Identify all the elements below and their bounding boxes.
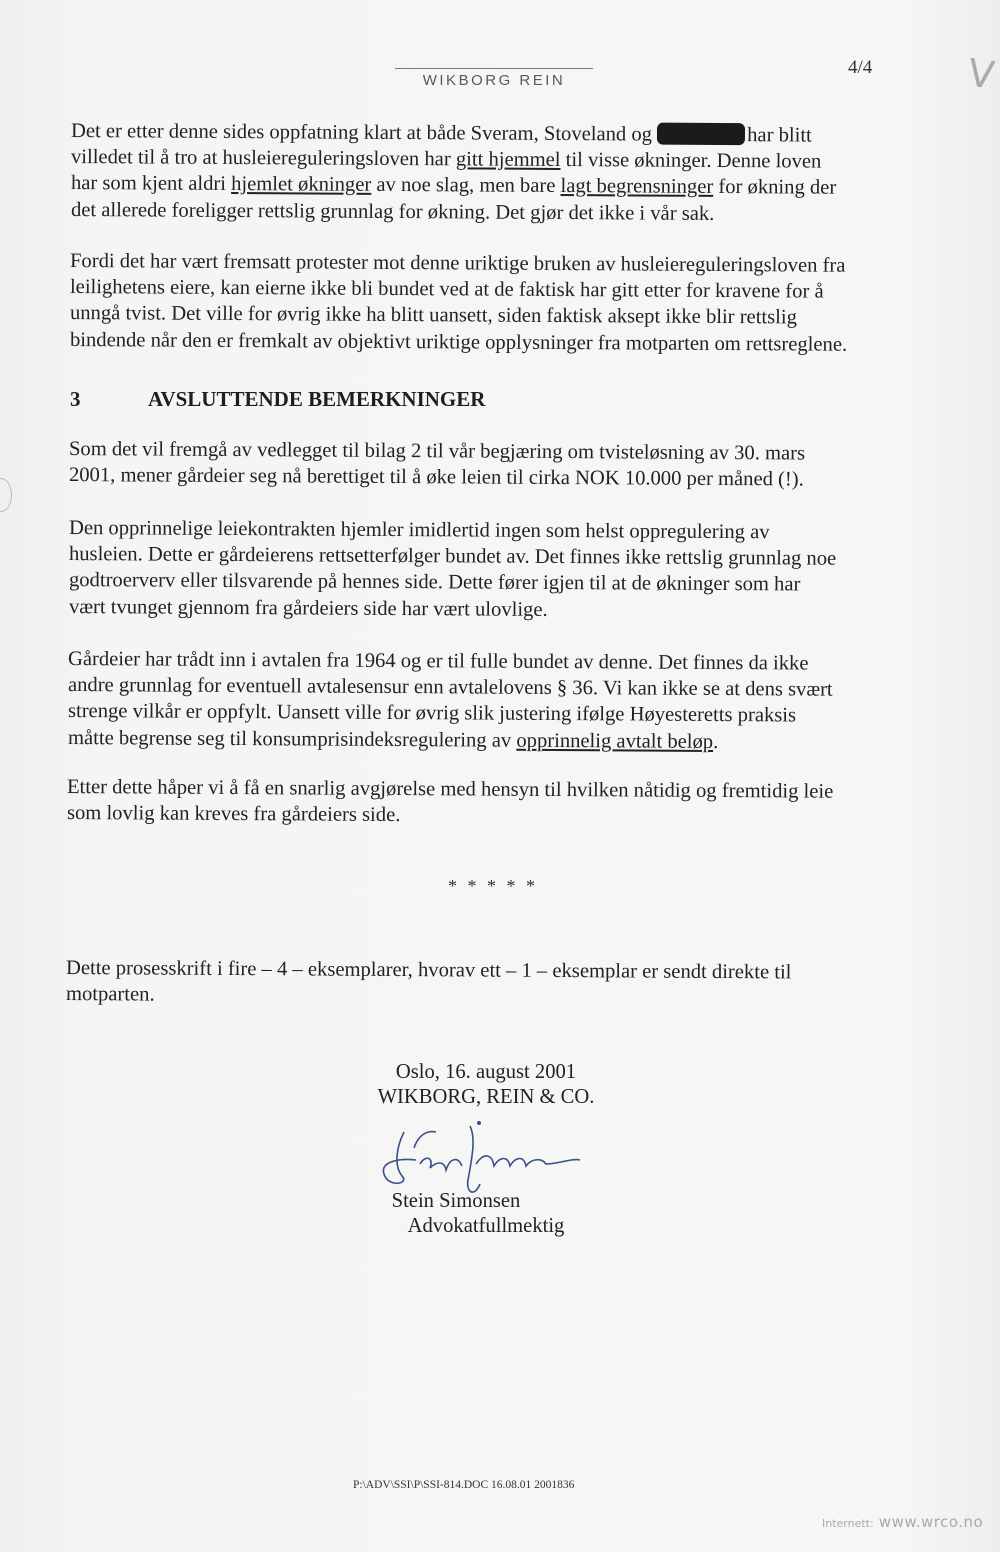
closing-firm: WIKBORG, REIN & CO.: [377, 1086, 595, 1108]
p7-line: Dette prosesskrift i fire – 4 – eksemplarer, hvorav ett – 1 – eksemplar er sendt direkte til: [65, 957, 792, 984]
p1-line3-text: har som kjent aldri: [70, 172, 227, 196]
p1-line3-end: for økning der: [718, 176, 837, 200]
p2-line: unngå tvist. Det ville for øvrig ikke ha blitt uansett, siden faktisk aksept ikke blir rettslig: [69, 302, 797, 329]
redaction-block: [657, 123, 745, 146]
p2-line: leilighetens eiere, kan eierne ikke bli bundet ved at de faktisk har gitt etter for kravene for å: [69, 276, 824, 303]
p7-line: motparten.: [65, 983, 155, 1006]
section-heading: [70, 387, 485, 412]
p6-line: Etter dette håper vi å få en snarlig avgjørelse med hensyn til hvilken nåtidig og fremtidig leie: [66, 776, 834, 803]
website-label: Internett:: [822, 1517, 874, 1530]
signer-name: Stein Simonsen: [391, 1190, 521, 1212]
paragraph-5: [68, 646, 833, 751]
paragraph-6: [67, 774, 833, 826]
p5-line4-text: måtte begrense seg til konsumprisindeksregulering av: [67, 726, 512, 752]
p1-underlined-gitt-hjemmel: gitt hjemmel: [455, 148, 561, 172]
letterhead-firm-name: WIKBORG REIN: [422, 72, 566, 89]
p4-line: husleien. Dette er gårdeierens rettsetterfølger bundet av. Det finnes ikke rettslig grunnlag noe: [68, 543, 837, 570]
p1-underlined-lagt-begrensninger: lagt begrensninger: [560, 175, 714, 199]
margin-checkmark: V: [965, 50, 997, 98]
p5-line2: andre grunnlag for eventuell avtalesensur enn avtalelovens § 36. Vi kan ikke se at dens svært: [67, 674, 833, 701]
paragraph-3: [68, 436, 806, 491]
p3-line: 2001, mener gårdeier seg nå berettiget til å øke leien til cirka NOK 10.000 per måned (!).: [68, 464, 804, 491]
p6-line: som lovlig kan kreves fra gårdeiers side.: [66, 802, 401, 827]
p1-line1-end: har blitt: [747, 124, 812, 147]
p5-line4-end: .: [713, 730, 719, 753]
p1-line3-mid: av noe slag, men bare: [376, 174, 556, 198]
website-footer: [822, 1512, 983, 1531]
p4-line: godtroerverv eller tilsvarende på hennes side. Dette fører igjen til at de økninger som har: [68, 569, 801, 596]
letterhead: [395, 68, 593, 89]
paragraph-1: [71, 118, 836, 223]
paragraph-4: [69, 515, 836, 620]
p5-underlined-avtalt-belop: opprinnelig avtalt beløp: [516, 729, 714, 753]
p1-line4: det allerede foreligger rettslig grunnlag for økning. Det gjør det ikke i vår sak.: [70, 198, 715, 225]
p1-line1-text: Det er etter denne sides oppfatning klart at både Sveram, Stoveland og: [70, 120, 653, 146]
paragraph-2: [69, 248, 848, 356]
p4-line: Den opprinnelige leiekontrakten hjemler imidlertid ingen som helst oppregulering av: [68, 517, 770, 544]
p2-line: Fordi det har vært fremsatt protester mot denne uriktige bruken av husleiereguleringsloven fra: [69, 250, 846, 277]
closing-place-date: Oslo, 16. august 2001: [395, 1061, 577, 1083]
website-url: www.wrco.no: [878, 1513, 984, 1531]
page-number: 4/4: [848, 57, 873, 78]
p1-line2-end: til visse økninger. Denne loven: [565, 149, 822, 173]
paragraph-7: [66, 955, 791, 1007]
section-number: 3: [70, 387, 81, 411]
p5-line3: strenge vilkår er oppfylt. Uansett ville for øvrig slik justering ifølge Høyesteretts praksis: [67, 700, 797, 727]
p1-line2-text: villedet til å tro at husleiereguleringsloven har: [70, 146, 451, 171]
p2-line: bindende når den er fremkalt av objektivt uriktige opplysninger fra motparten om rettsreglene.: [69, 328, 848, 356]
p1-underlined-hjemlet-okninger: hjemlet økninger: [231, 173, 372, 197]
p4-line: vært tvunget gjennom fra gårdeiers side har vært ulovlige.: [68, 595, 548, 621]
p5-line1: Gårdeier har trådt inn i avtalen fra 1964 og er til fulle bundet av denne. Det finnes da ikke: [67, 648, 809, 675]
punch-hole-mark: [0, 478, 12, 512]
section-separator: * * * * *: [448, 876, 538, 896]
p3-line: Som det vil fremgå av vedlegget til bilag 2 til vår begjæring om tvisteløsning av 30. mars: [68, 438, 806, 465]
signer-title: Advokatfullmektig: [407, 1215, 565, 1237]
section-title: AVSLUTTENDE BEMERKNINGER: [148, 387, 486, 411]
file-path-footer: P:\ADV\SSI\P\SSI-814.DOC 16.08.01 2001836: [353, 1479, 575, 1491]
